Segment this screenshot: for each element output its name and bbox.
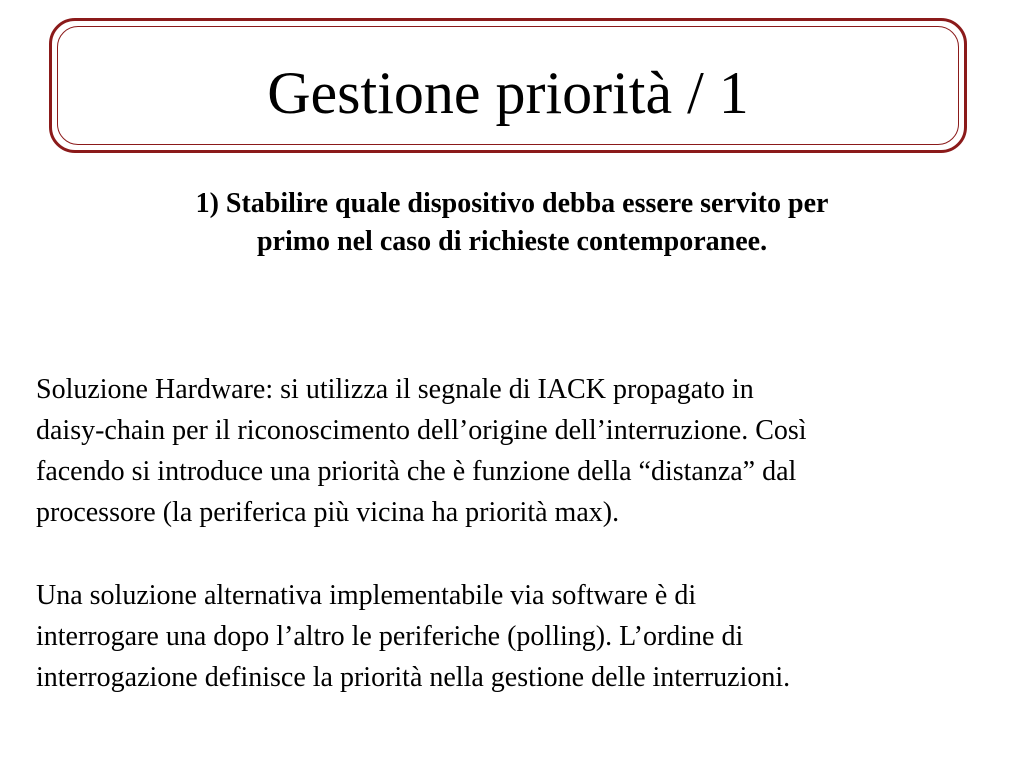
paragraph-line: Una soluzione alternativa implementabile via software è di (36, 580, 697, 611)
paragraph-line: Soluzione Hardware: si utilizza il segnale di IACK propagato in (36, 374, 754, 405)
subtitle-line: 1) Stabilire quale dispositivo debba essere servito per (195, 188, 829, 219)
paragraph-line: facendo si introduce una priorità che è funzione della “distanza” dal (36, 456, 797, 487)
slide-subtitle (100, 185, 924, 261)
paragraph-line: processore (la periferica più vicina ha priorità max). (36, 497, 620, 528)
title-frame (49, 18, 967, 153)
software-solution-paragraph (36, 575, 996, 698)
paragraph-line: interrogazione definisce la priorità nella gestione delle interruzioni. (36, 662, 791, 693)
paragraph-line: daisy-chain per il riconoscimento dell’origine dell’interruzione. Così (36, 415, 807, 446)
subtitle-line: primo nel caso di richieste contemporanee. (256, 226, 768, 257)
hardware-solution-paragraph (36, 369, 996, 533)
paragraph-line: interrogare una dopo l’altro le periferiche (polling). L’ordine di (36, 621, 744, 652)
slide-title: Gestione priorità / 1 (267, 60, 749, 126)
